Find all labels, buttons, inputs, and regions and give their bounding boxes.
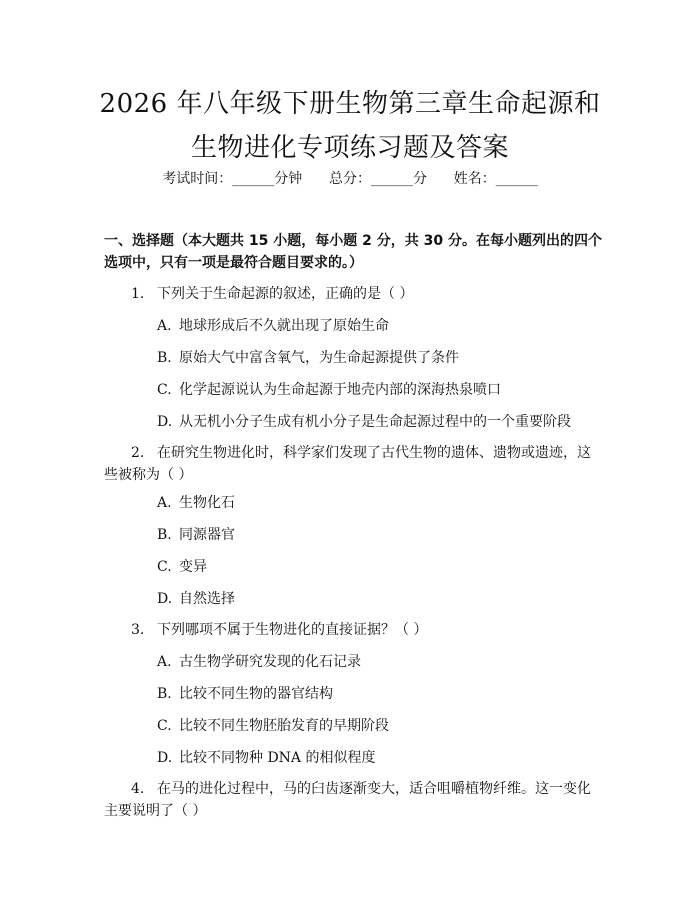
exam-info-line [0, 168, 700, 188]
option-text: 地球形成后不久就出现了原始生命 [179, 318, 389, 334]
question-1 [104, 283, 604, 305]
option-text: 生物化石 [179, 495, 235, 511]
exam-time-blank: ______ [232, 171, 275, 187]
document-title: 2026 年八年级下册生物第三章生命起源和生物进化专项练习题及答案 [99, 89, 601, 163]
question-number: 4. [131, 781, 145, 797]
question-3-option-b [157, 683, 597, 705]
question-1-option-b [157, 347, 597, 369]
question-2-option-a [157, 492, 597, 514]
option-text: 原始大气中富含氧气，为生命起源提供了条件 [179, 350, 459, 366]
question-number: 2. [131, 445, 145, 461]
option-letter: D. [157, 414, 173, 430]
question-3-option-c [157, 715, 597, 737]
option-text: 同源器官 [179, 527, 235, 543]
question-1-option-c [157, 379, 597, 401]
question-3-option-d [157, 747, 597, 769]
question-3-option-a [157, 651, 597, 673]
option-letter: B. [157, 350, 172, 366]
question-4 [104, 778, 604, 822]
option-letter: C. [157, 382, 172, 398]
option-text: 化学起源说认为生命起源于地壳内部的深海热泉喷口 [179, 382, 501, 398]
question-stem: 在研究生物进化时，科学家们发现了古代生物的遗体、遗物或遗迹，这些被称为（ ） [104, 445, 591, 483]
option-text: 比较不同物种 DNA 的相似程度 [179, 750, 376, 766]
option-letter: B. [157, 686, 172, 702]
option-letter: C. [157, 559, 172, 575]
score-label: 总分： [329, 171, 371, 187]
option-letter: A. [157, 318, 172, 334]
question-stem: 在马的进化过程中，马的臼齿逐渐变大，适合咀嚼植物纤维。这一变化主要说明了（ ） [104, 781, 591, 819]
question-2-option-c [157, 556, 597, 578]
option-letter: C. [157, 718, 172, 734]
option-text: 变异 [179, 559, 207, 575]
option-text: 自然选择 [179, 591, 235, 607]
question-2-option-b [157, 524, 597, 546]
question-number: 1. [131, 286, 145, 302]
option-letter: B. [157, 527, 172, 543]
section-heading: 一、选择题（本大题共 15 小题，每小题 2 分，共 30 分。在每小题列出的四个选项中，只有一项是最符合题目要求的。） [104, 233, 602, 271]
option-text: 比较不同生物胚胎发育的早期阶段 [179, 718, 389, 734]
option-letter: D. [157, 591, 173, 607]
option-letter: A. [157, 495, 172, 511]
exam-time-label: 考试时间： [162, 171, 233, 187]
option-letter: A. [157, 654, 172, 670]
question-stem: 下列关于生命起源的叙述，正确的是（ ） [157, 286, 414, 302]
question-1-option-d [157, 411, 597, 433]
option-text: 古生物学研究发现的化石记录 [179, 654, 361, 670]
question-stem: 下列哪项不属于生物进化的直接证据？（ ） [157, 622, 428, 638]
name-label: 姓名： [453, 171, 496, 187]
exam-time-unit: 分钟 [274, 171, 303, 187]
question-1-option-a [157, 315, 597, 337]
question-2-option-d [157, 588, 597, 610]
score-blank: ______ [371, 171, 413, 187]
option-text: 比较不同生物的器官结构 [179, 686, 333, 702]
question-3 [104, 619, 604, 641]
option-text: 从无机小分子生成有机小分子是生命起源过程中的一个重要阶段 [179, 414, 571, 430]
question-number: 3. [131, 622, 145, 638]
name-blank: ______ [495, 171, 538, 187]
question-2 [104, 442, 604, 486]
option-letter: D. [157, 750, 173, 766]
score-unit: 分 [413, 171, 427, 187]
